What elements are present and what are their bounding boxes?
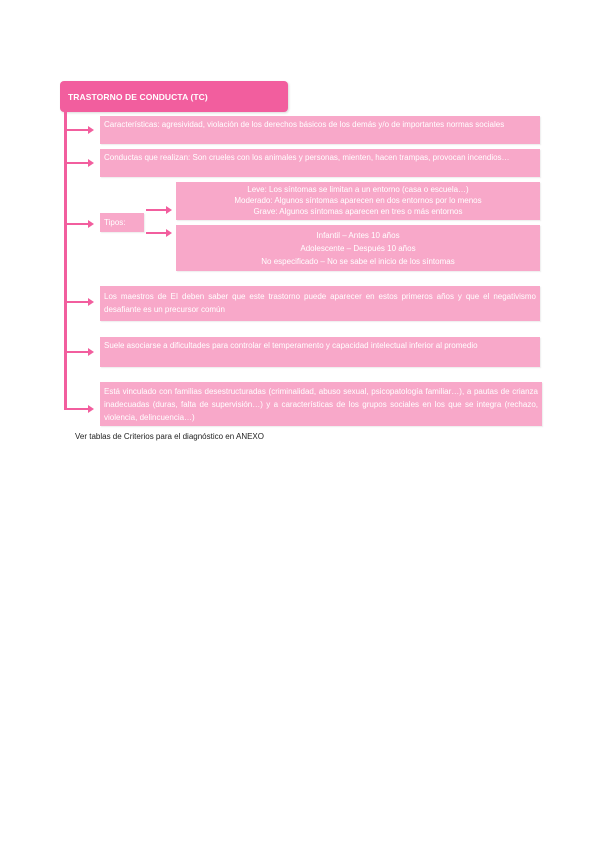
tipo-infantil: Infantil – Antes 10 años [316,231,400,240]
box-dificultades [100,337,540,367]
tipo-moderado: Moderado: Algunos síntomas aparecen en dos entornos por lo menos [234,196,482,205]
tipo-grave: Grave: Algunos síntomas aparecen en tres o más entornos [253,207,463,216]
arrow-head-4 [88,298,94,306]
tipos-label: Tipos: [104,218,126,227]
tipo-adolescente: Adolescente – Después 10 años [300,244,416,253]
arrow-head-tipos-severidad [166,206,172,214]
box-vinculado [100,382,542,426]
box-tipos-label [100,213,144,232]
diagram-title: TRASTORNO DE CONDUCTA (TC) [68,92,208,102]
tipo-no-especificado: No especificado – No se sabe el inicio de los síntomas [261,257,455,266]
connector-branch-6 [64,408,88,410]
arrow-head-3 [88,220,94,228]
box-dificultades-text: Suele asociarse a dificultades para controlar el temperamento y capacidad intelectual inferior al promedio [104,341,478,350]
connector-tipos-inicio [146,232,166,234]
box-maestros [100,286,540,321]
connector-branch-2 [64,162,88,164]
arrow-head-tipos-inicio [166,229,172,237]
diagram-header [60,81,288,112]
connector-branch-3 [64,223,88,225]
box-vinculado-text: Está vinculado con familias desestructuradas (criminalidad, abuso sexual, psicopatología familiar…), a pautas de crianza inadecuadas (duras, falta de supervisión…) y a características de los grupos sociales en los que se integra (rechazo, violencia, delincuencia…) [104,387,538,422]
box-tipos-inicio [176,225,540,271]
connector-branch-5 [64,351,88,353]
connector-branch-1 [64,129,88,131]
box-conductas-text: Conductas que realizan: Son crueles con los animales y personas, mienten, hacen trampas, provocan incendios… [104,153,510,162]
arrow-head-1 [88,126,94,134]
arrow-head-6 [88,405,94,413]
connector-trunk [64,112,67,410]
arrow-head-5 [88,348,94,356]
box-caracteristicas-text: Características: agresividad, violación de los derechos básicos de los demás y/o de importantes normas sociales [104,120,505,129]
box-caracteristicas [100,116,540,144]
box-maestros-text: Los maestros de EI deben saber que este trastorno puede aparecer en estos primeros años y que el negativismo desafiante es un precursor común [104,292,536,314]
anexo-note: Ver tablas de Criterios para el diagnóstico en ANEXO [75,432,264,441]
box-tipos-severidad [176,182,540,220]
arrow-head-2 [88,159,94,167]
connector-tipos-severidad [146,209,166,211]
tipo-leve: Leve: Los síntomas se limitan a un entorno (casa o escuela…) [247,185,469,194]
box-conductas [100,149,540,177]
connector-branch-4 [64,301,88,303]
